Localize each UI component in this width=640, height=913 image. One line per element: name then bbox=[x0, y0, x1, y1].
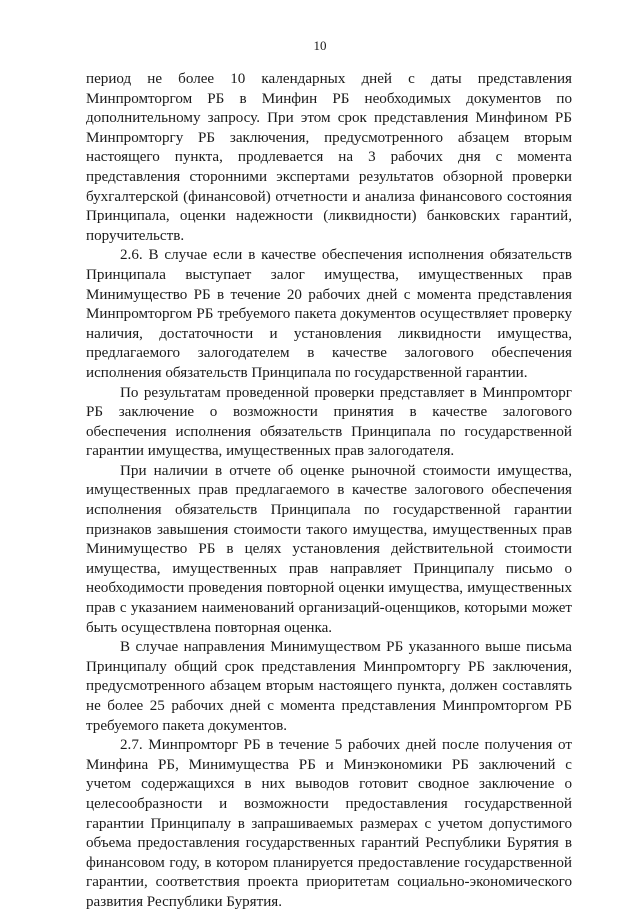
paragraph-2-6: 2.6. В случае если в качестве обеспечения исполнения обязательств Принципала выступает залог имущества, имущественных прав Минимущество РБ в течение 20 рабочих дней с момента представления Минпромторгом РБ требуемого пакета документов осуществляет проверку наличия, достаточности и установления ликвидности имущества, предлагаемого залогодателем в качестве залогового обеспечения исполнения обязательств Принципала по государственной гарантии. bbox=[86, 247, 572, 381]
paragraph-continuation: период не более 10 календарных дней с даты представления Минпромторгом РБ в Минфин РБ необходимых документов по дополнительному запросу. При этом срок представления Минфином РБ Минпромторгу РБ заключения, предусмотренного абзацем вторым настоящего пункта, продлевается на 3 рабочих дня с момента представления сторонними экспертами результатов обзорной проверки бухгалтерской (финансовой) отчетности и анализа финансового состояния Принципала, оценки надежности (ликвидности) банковских гарантий, поручительств. bbox=[86, 71, 572, 244]
paragraph-verification-results: По результатам проведенной проверки представляет в Минпромторг РБ заключение о возможности принятия в качестве залогового обеспечения исполнения обязательств Принципала по государственной гарантии имущества, имущественных прав залогодателя. bbox=[86, 384, 572, 460]
page-number: 10 bbox=[313, 38, 327, 53]
paragraph-total-term: В случае направления Минимуществом РБ указанного выше письма Принципалу общий срок представления Минпромторгу РБ заключения, предусмотренного абзацем вторым настоящего пункта, должен составлять не более 25 рабочих дней с момента представления Минпромторгом РБ требуемого пакета документов. bbox=[86, 639, 572, 734]
paragraph-2-7: 2.7. Минпромторг РБ в течение 5 рабочих дней после получения от Минфина РБ, Минимущества РБ и Минэкономики РБ заключений с учетом содержащихся в них выводов готовит сводное заключение о целесообразности и возможности предоставления государственной гарантии Принципалу в запрашиваемых размерах с учетом допустимого объема предоставления государственных гарантий Республики Бурятия в финансовом году, в котором планируется предоставление государственной гарантии, соответствия проекта приоритетам социально-экономического развития Республики Бурятия. bbox=[86, 737, 572, 910]
paragraph-overvaluation: При наличии в отчете об оценке рыночной стоимости имущества, имущественных прав предлагаемого в качестве залогового обеспечения исполнения обязательств Принципала по государственной гарантии признаков завышения стоимости такого имущества, имущественных прав Минимущество РБ в целях установления действительной стоимости имущества, имущественных прав направляет Принципалу письмо о необходимости проведения повторной оценки имущества, имущественных прав с указанием наименований организаций-оценщиков, которыми может быть осуществлена повторная оценка. bbox=[86, 462, 572, 636]
document-body bbox=[86, 70, 572, 913]
